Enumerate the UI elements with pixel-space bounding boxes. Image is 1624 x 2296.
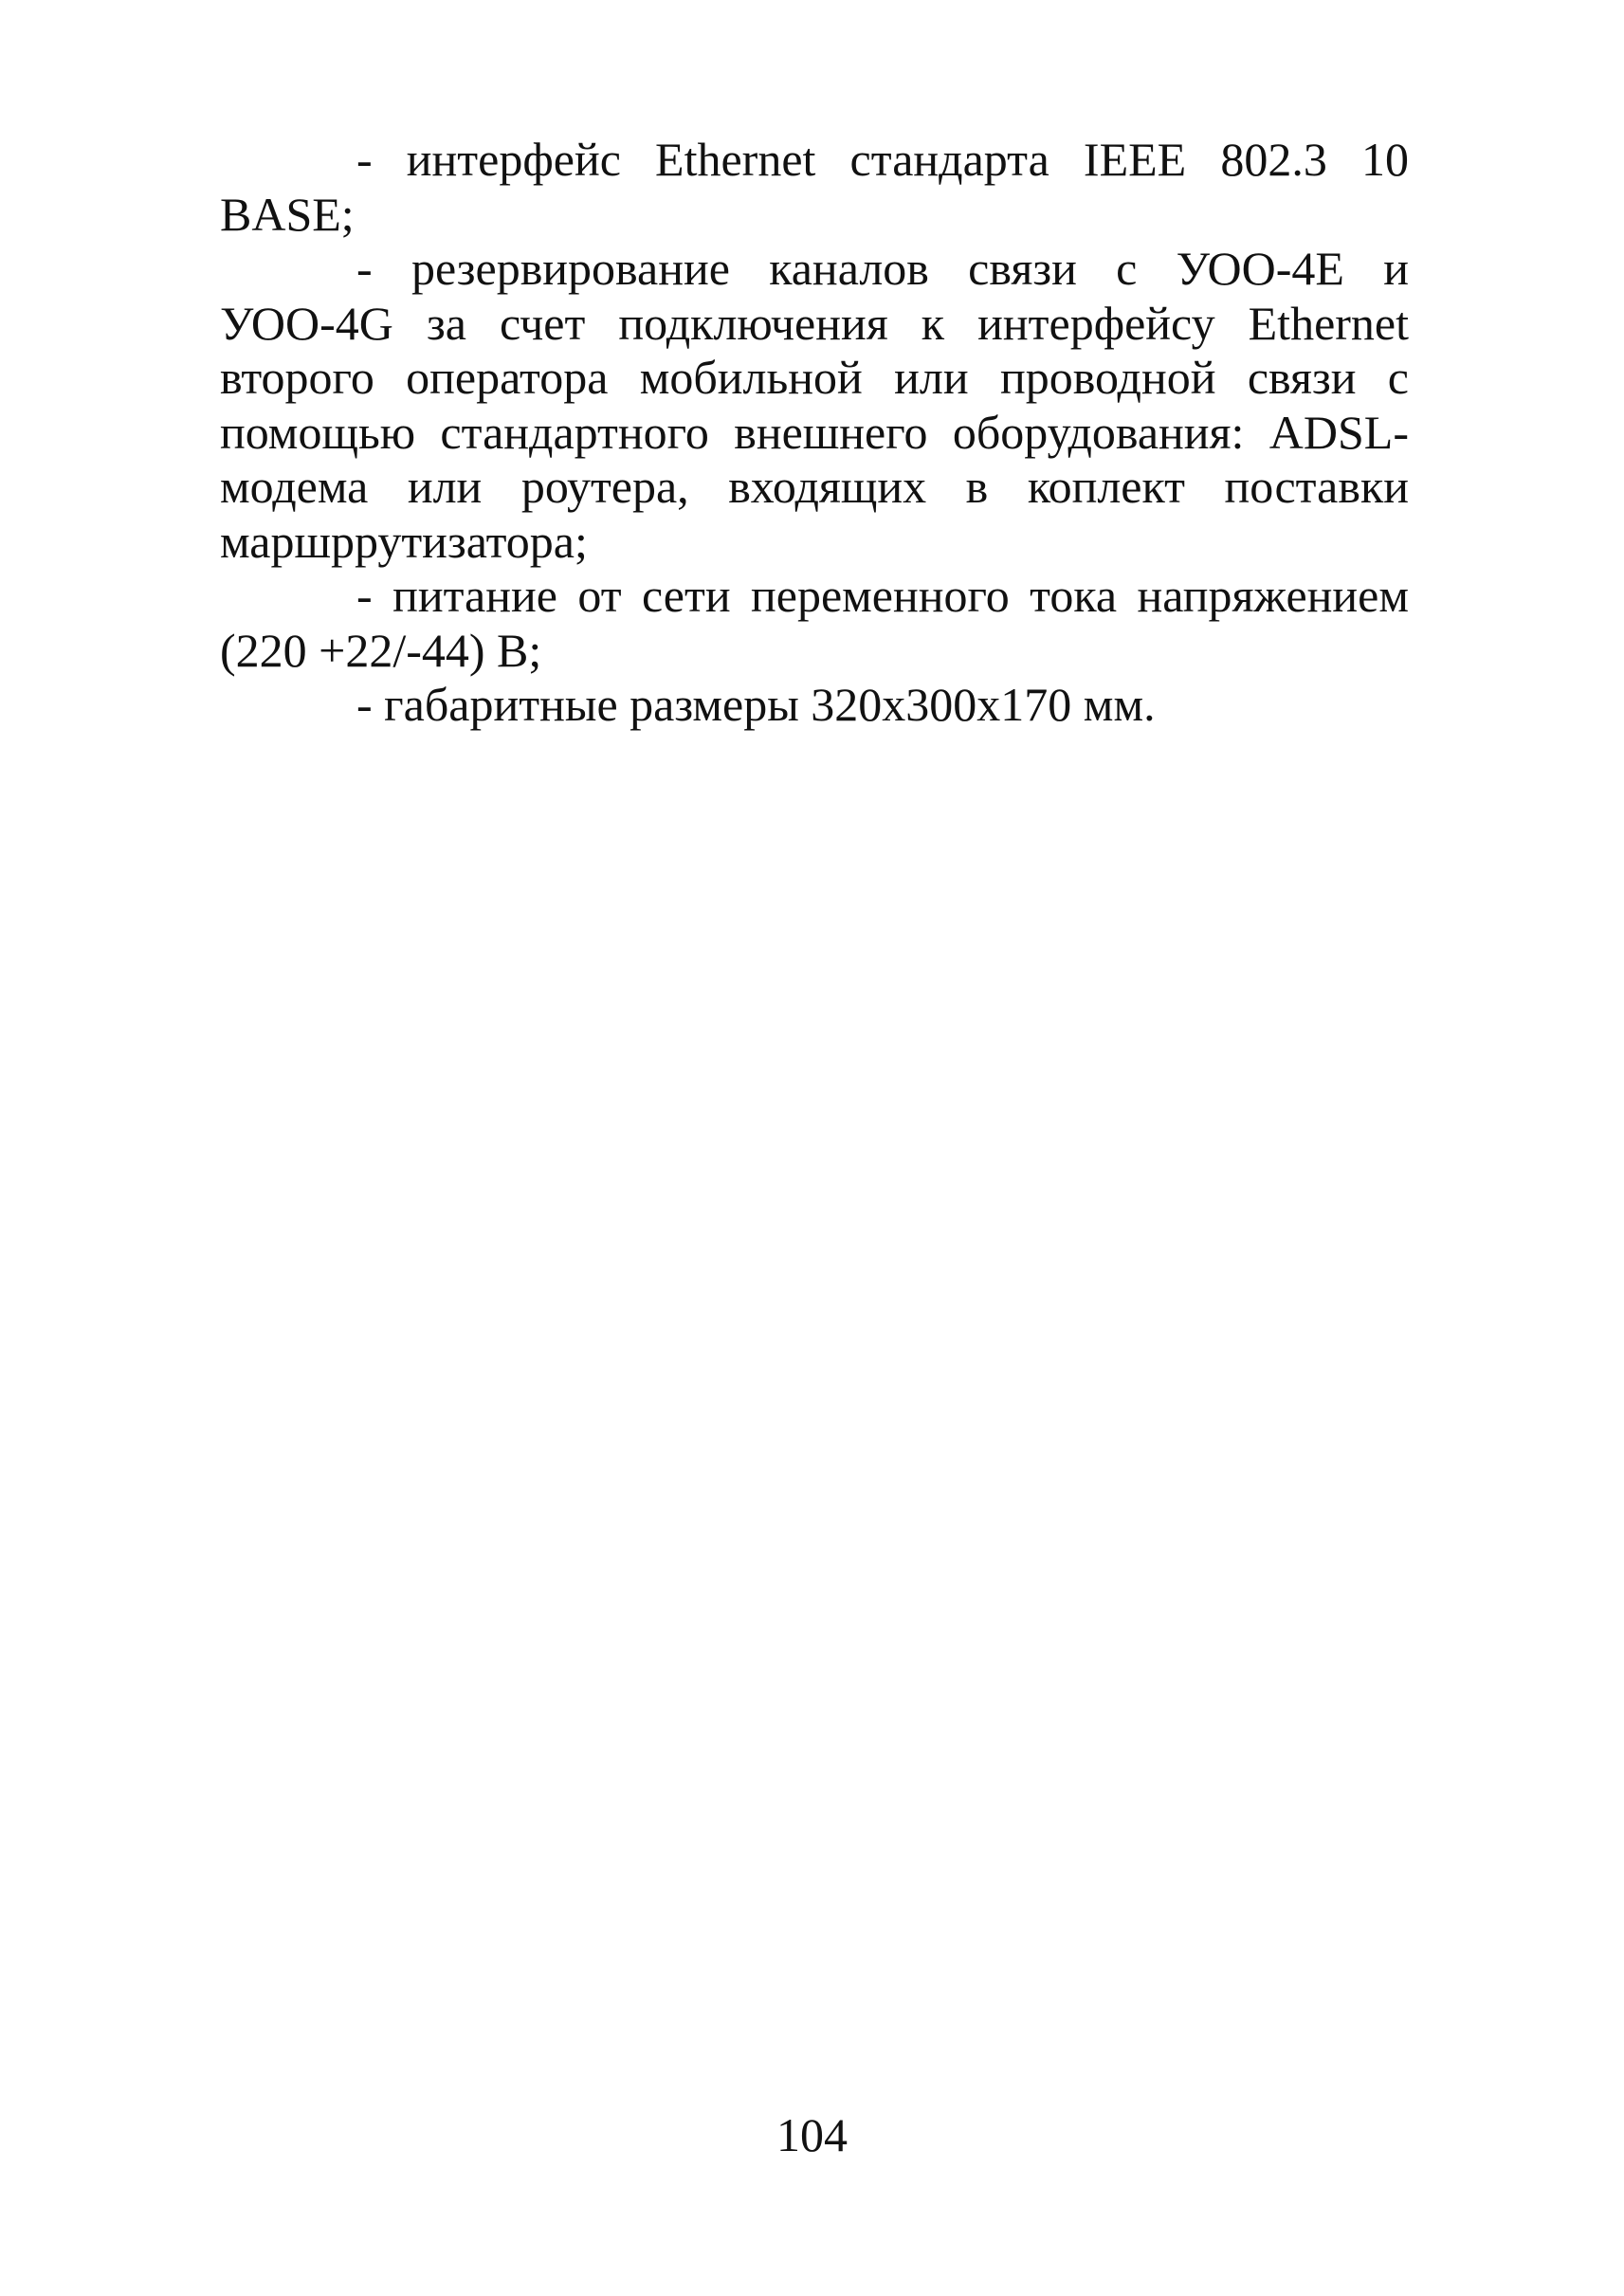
list-item-dimensions: - габаритные размеры 320x300x170 мм.	[356, 678, 1156, 731]
body-text	[220, 133, 1409, 733]
page-number: 104	[776, 2108, 848, 2161]
list-item-channel-reservation: - резервирование каналов связи с УОО-4E и УОО-4G за счет подключения к интерфейсу Ethernet второго оператора мобильной или проводной связи с помощью стандартного внешнего оборудования: ADSL-модема или роутера, входящих в коплект поставки маршррутизатора;	[220, 242, 1409, 568]
list-item-power-supply: - питание от сети переменного тока напряжением (220 +22/-44) В;	[220, 569, 1409, 677]
list-item-ethernet-interface: - интерфейс Ethernet стандарта IEEE 802.3 10 BASE;	[220, 133, 1409, 241]
